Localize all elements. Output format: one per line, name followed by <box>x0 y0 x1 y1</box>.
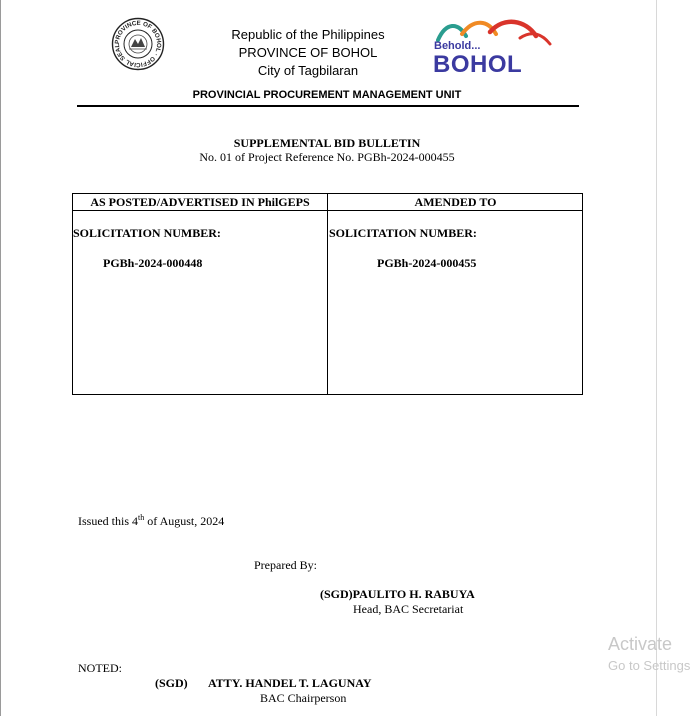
svg-text:PROVINCE OF BOHOL · OFFICIAL S: PROVINCE OF BOHOL · OFFICIAL SEAL <box>113 19 163 69</box>
logo-behold-text: Behold... <box>434 40 481 52</box>
amendment-table <box>72 193 583 395</box>
logo-bohol-text: BOHOL <box>433 51 523 78</box>
col-header-amended: AMENDED TO <box>414 195 497 209</box>
noted-label: NOTED: <box>78 661 122 675</box>
activation-watermark-subtitle: Go to Settings <box>608 658 690 673</box>
republic-line: Republic of the Philippines <box>231 27 385 42</box>
page-left-edge <box>0 0 1 716</box>
secretariat-head-name: (SGD)PAULITO H. RABUYA <box>320 587 475 601</box>
bulletin-subtitle: No. 01 of Project Reference No. PGBh-2024-000455 <box>199 150 455 164</box>
page-right-edge <box>656 0 657 716</box>
col-header-posted: AS POSTED/ADVERTISED IN PhilGEPS <box>90 195 310 209</box>
issued-prefix: Issued this 4 <box>78 514 138 528</box>
activation-watermark-title: Activate <box>608 634 673 654</box>
posted-solicitation-number: PGBh-2024-000448 <box>103 256 203 270</box>
chairperson-sgd: (SGD) <box>155 676 188 690</box>
amended-solicitation-number: PGBh-2024-000455 <box>377 256 477 270</box>
behold-bohol-logo <box>432 18 554 80</box>
secretariat-head-title: Head, BAC Secretariat <box>353 602 464 616</box>
province-line: PROVINCE OF BOHOL <box>238 45 378 60</box>
header-divider <box>77 105 579 107</box>
chairperson-name: ATTY. HANDEL T. LAGUNAY <box>208 676 372 690</box>
province-seal-icon <box>111 17 165 71</box>
procurement-unit-heading: PROVINCIAL PROCUREMENT MANAGEMENT UNIT <box>192 89 462 101</box>
amended-solicitation-label: SOLICITATION NUMBER: <box>329 226 477 240</box>
government-header <box>210 26 406 80</box>
posted-solicitation-label: SOLICITATION NUMBER: <box>73 226 221 240</box>
table-column-divider <box>327 194 328 394</box>
chairperson-title: BAC Chairperson <box>260 691 347 705</box>
issued-suffix: of August, 2024 <box>144 514 225 528</box>
issued-date <box>78 513 224 529</box>
bulletin-title: SUPPLEMENTAL BID BULLETIN <box>233 136 421 150</box>
issued-ordinal: th <box>138 513 145 522</box>
prepared-by-label: Prepared By: <box>254 558 317 572</box>
city-line: City of Tagbilaran <box>257 63 359 78</box>
